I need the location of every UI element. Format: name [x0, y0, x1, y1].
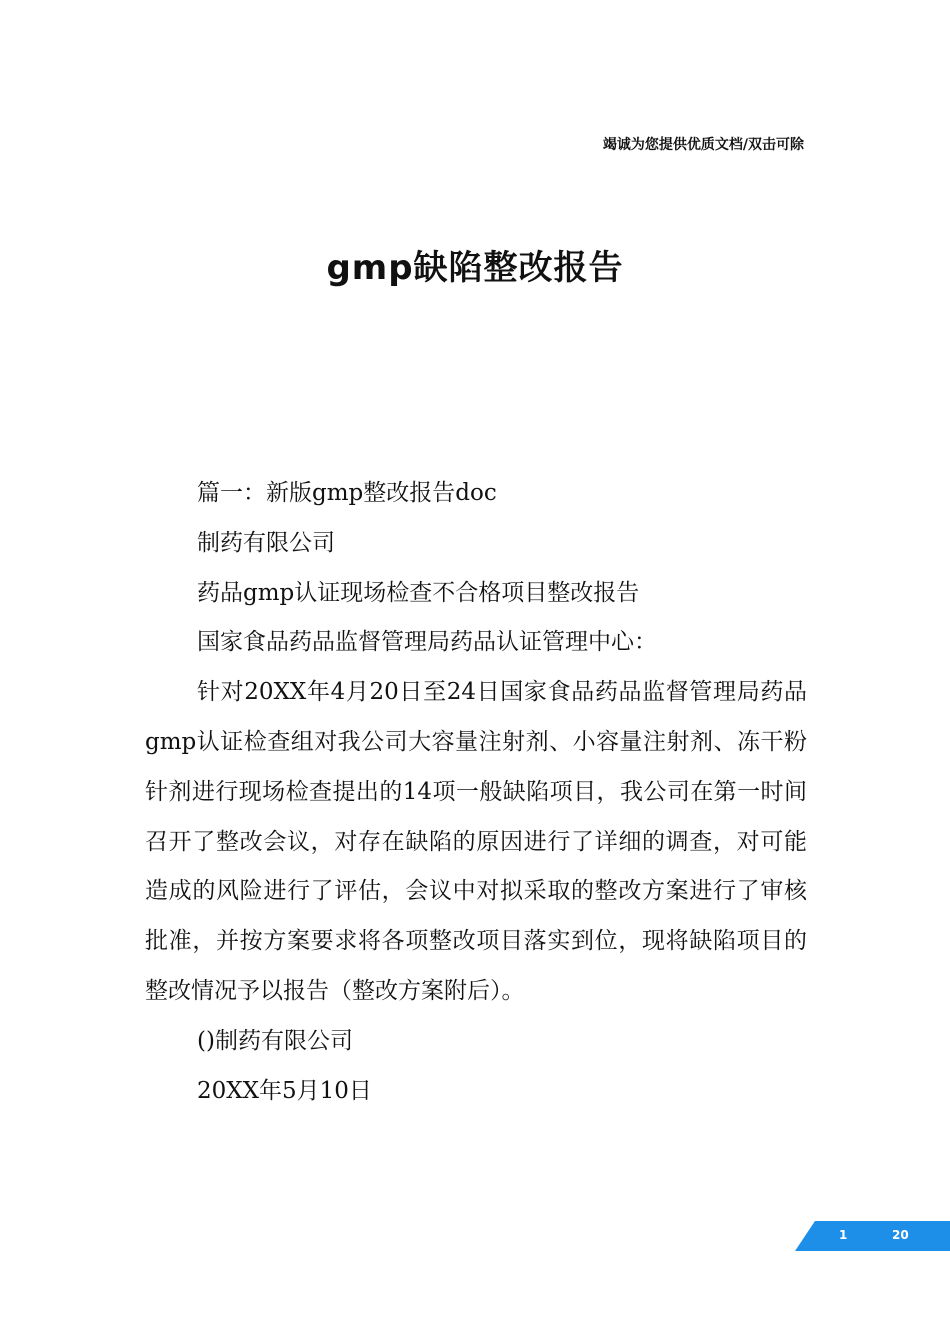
- page-number-badge: [795, 1221, 950, 1251]
- header-note: 竭诚为您提供优质文档/双击可除: [602, 137, 804, 153]
- current-page-number: 1: [839, 1228, 848, 1242]
- paragraph-signature-company: ()制药有限公司: [197, 1027, 353, 1054]
- paragraph-addressee: 国家食品药品监督管理局药品认证管理中心：: [197, 629, 657, 656]
- document-title: gmp缺陷整改报告: [326, 248, 624, 288]
- paragraph-main-body: 针对20XX年4月20日至24日国家食品药品监督管理局药品gmp认证检查组对我公司大容量注射剂、小容量注射剂、冻干粉针剂进行现场检查提出的14项一般缺陷项目，我公司在第一时间召开了整改会议，对存在缺陷的原因进行了详细的调查，对可能造成的风险进行了评估，会议中对拟采取的整改方案进行了审核批准，并按方案要求将各项整改项目落实到位，现将缺陷项目的整改情况予以报告（整改方案附后）。: [145, 679, 807, 1004]
- paragraph-section-heading: 篇一：新版gmp整改报告doc: [197, 480, 497, 506]
- page-badge-shape: [795, 1221, 950, 1251]
- total-page-count: 20: [892, 1228, 909, 1242]
- paragraph-signature-date: 20XX年5月10日: [197, 1077, 372, 1104]
- paragraph-report-title: 药品gmp认证现场检查不合格项目整改报告: [197, 579, 640, 606]
- document-body: [145, 469, 807, 1116]
- paragraph-company: 制药有限公司: [197, 529, 335, 556]
